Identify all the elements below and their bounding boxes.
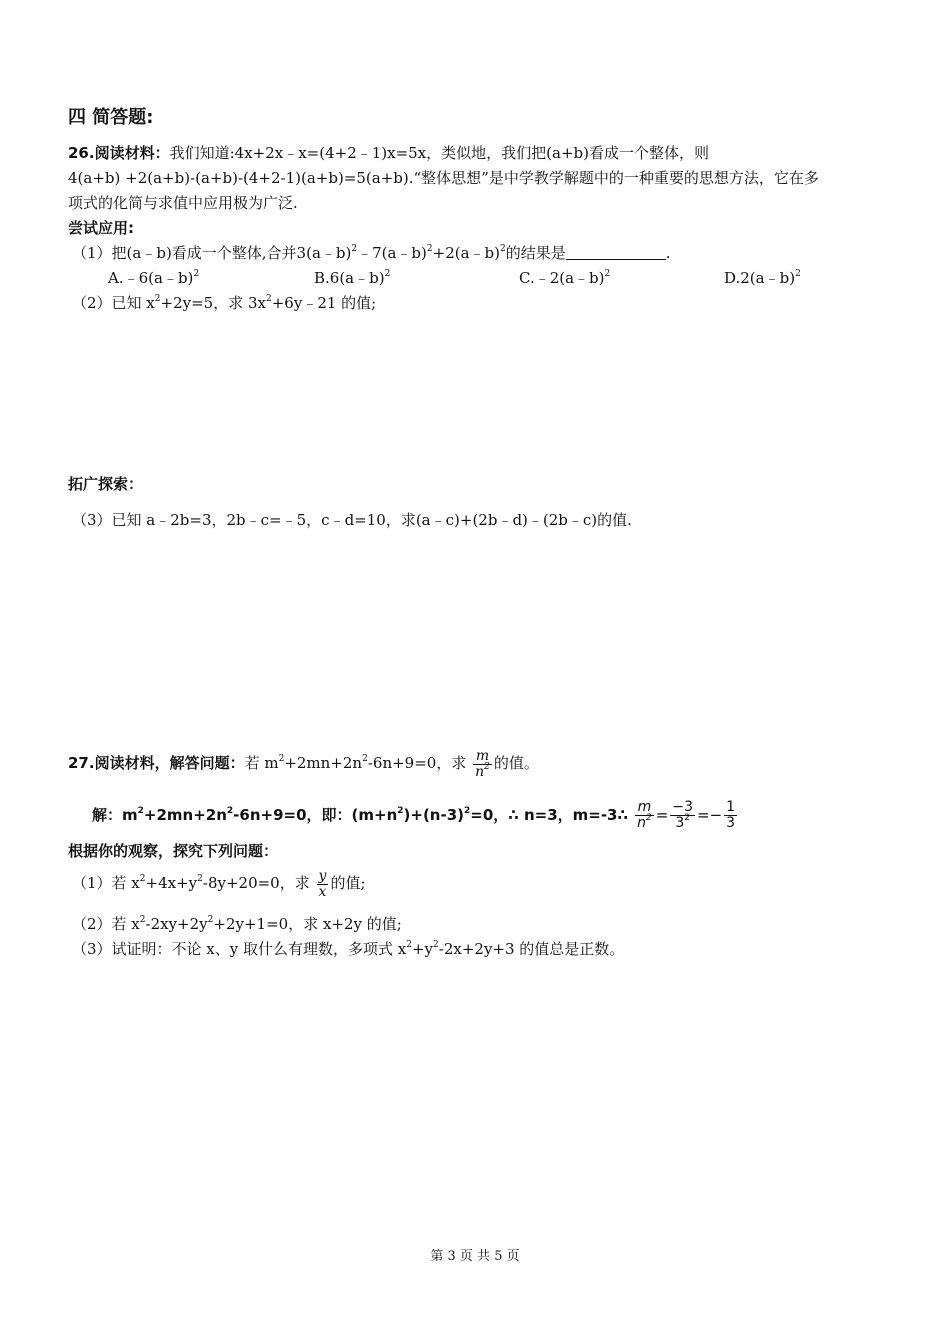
exponent: 2 — [197, 874, 203, 884]
q27-stem — [68, 748, 539, 780]
fraction-y-over-x — [317, 869, 329, 900]
option-a-text: A.﹣6(a﹣b) — [108, 269, 194, 287]
q27-solution — [92, 800, 739, 831]
fraction-denominator — [473, 761, 492, 780]
option-c-text: C.﹣2(a﹣b) — [519, 269, 605, 287]
q26-part2-b: +2y=5，求 3x — [160, 294, 266, 312]
exponent: 2 — [433, 940, 439, 950]
fraction-numerator: m — [475, 747, 490, 764]
q26-part1-mid2: +2(a﹣b) — [432, 244, 500, 262]
fraction-numerator: −3 — [672, 799, 693, 815]
equals-sign: = — [697, 806, 710, 824]
minus-sign: − — [709, 806, 723, 824]
exponent: 2 — [464, 806, 471, 816]
q26-ext-label: 拓广探索： — [68, 475, 144, 493]
exponent: 2 — [426, 244, 433, 254]
exponent: 2 — [646, 813, 652, 823]
exponent: 2 — [362, 754, 368, 764]
q27-sub1 — [72, 868, 366, 900]
q27-sub1-b: +4x+y — [145, 874, 198, 892]
q27-sub3-b: +y — [411, 940, 434, 958]
option-c — [519, 268, 610, 288]
q26-part1-mid1: ﹣7(a﹣b) — [357, 244, 427, 262]
exponent: 2 — [684, 813, 690, 823]
q26-part1-pre: （1）把(a﹣b)看成一个整体,合并3(a﹣b) — [72, 244, 352, 262]
q26-intro-line1 — [68, 143, 709, 163]
exponent: 2 — [193, 269, 200, 279]
exponent: 2 — [226, 806, 234, 816]
q26-part1-end: . — [665, 244, 671, 262]
q27-label: 27.阅读材料，解答问题： — [68, 754, 245, 772]
q26-part1 — [72, 243, 671, 263]
option-a — [108, 268, 199, 288]
q26-intro3: 项式的化简与求值中应用极为广泛. — [68, 194, 298, 212]
fraction-denominator-base: n — [475, 763, 485, 780]
q26-part1-post: 的结果是 — [505, 244, 566, 262]
fraction-numerator: y — [318, 867, 327, 884]
answer-blank — [566, 245, 666, 260]
q27-sub2 — [72, 914, 402, 934]
q27-sol-a: 解：m — [92, 806, 138, 824]
q26-intro1: 我们知道:4x+2x﹣x=(4+2﹣1)x=5x，类似地，我们把(a+b)看成一个整体，则 — [169, 144, 709, 162]
option-d — [724, 268, 801, 288]
fraction-denominator: 3 — [726, 815, 736, 831]
q27-sub2-c: +2y+1=0，求 x+2y 的值; — [213, 915, 402, 933]
fraction-denominator — [635, 815, 654, 831]
q27-sub3-c: -2x+2y+3 的值总是正数。 — [438, 940, 625, 958]
exponent: 2 — [139, 915, 146, 925]
exponent: 2 — [139, 874, 146, 884]
fraction-denominator: x — [317, 884, 329, 900]
exponent: 2 — [207, 915, 214, 925]
option-d-text: D.2(a﹣b) — [724, 269, 796, 287]
q27-sol-c: -6n+9=0，即：(m+n — [233, 806, 398, 824]
option-b-text: B.6(a﹣b) — [314, 269, 385, 287]
fraction-neg3-over-3sq — [670, 800, 695, 831]
fraction-denominator-base: 3 — [675, 815, 685, 831]
q27-stem-b: +2mn+2n — [284, 754, 363, 772]
exponent: 2 — [500, 244, 506, 254]
exponent: 2 — [484, 761, 490, 772]
q26-part2-a: （2）已知 x — [72, 294, 155, 312]
fraction-denominator-base: n — [637, 815, 647, 831]
q27-sol-e: =0，∴ n=3，m=-3∴ — [470, 806, 628, 824]
fraction-m-over-n2 — [635, 800, 654, 831]
fraction-m-over-n2 — [473, 749, 492, 780]
page-footer: 第 3 页 共 5 页 — [430, 1249, 520, 1264]
q26-part2 — [72, 293, 376, 313]
q27-stem-c: -6n+9=0，求 — [367, 754, 467, 772]
q26-label: 26.阅读材料： — [68, 144, 170, 162]
q27-sub3 — [72, 939, 624, 959]
q26-intro2: 4(a+b) +2(a+b)-(a+b)-(4+2-1)(a+b)=5(a+b).“整体思想”是中学教学解题中的一种重要的思想方法，它在多 — [68, 169, 819, 187]
solution-equation — [633, 799, 739, 831]
exponent: 2 — [384, 269, 391, 279]
q27-sol-d: )+(n-3) — [403, 806, 465, 824]
fraction-one-third — [724, 800, 737, 831]
exponent: 2 — [397, 806, 404, 816]
q27-stem-d: 的值。 — [493, 754, 539, 772]
q27-sub2-b: -2xy+2y — [145, 915, 208, 933]
fraction-numerator: m — [637, 799, 652, 815]
exponent: 2 — [154, 294, 161, 304]
q26-part2-c: +6y﹣21 的值; — [271, 294, 377, 312]
option-b — [314, 268, 390, 288]
q27-sub2-a: （2）若 x — [72, 915, 140, 933]
q27-sub1-a: （1）若 x — [72, 874, 140, 892]
exponent: 2 — [795, 269, 801, 279]
q26-try-label: 尝试应用: — [68, 219, 134, 237]
q26-part3: （3）已知 a﹣2b=3，2b﹣c=﹣5，c﹣d=10，求(a﹣c)+(2b﹣d)﹣(2b﹣c)的值. — [72, 511, 632, 529]
q27-sol-b: +2mn+2n — [143, 806, 227, 824]
q27-sub1-c: -8y+20=0，求 — [202, 874, 310, 892]
exponent: 2 — [137, 806, 144, 816]
section-title: 四 简答题: — [68, 107, 154, 128]
exponent: 2 — [278, 754, 285, 764]
exponent: 2 — [266, 294, 272, 304]
fraction-denominator — [670, 815, 695, 831]
exponent: 2 — [351, 244, 358, 254]
q27-sub3-a: （3）试证明：不论 x、y 取什么有理数，多项式 x — [72, 940, 407, 958]
q27-sub1-d: 的值; — [330, 874, 366, 892]
q27-obs-label: 根据你的观察，探究下列问题： — [68, 842, 279, 860]
q27-stem-a: 若 m — [244, 754, 279, 772]
exponent: 2 — [406, 940, 412, 950]
fraction-numerator: 1 — [726, 799, 736, 815]
exponent: 2 — [604, 269, 611, 279]
equals-sign: = — [655, 806, 669, 824]
